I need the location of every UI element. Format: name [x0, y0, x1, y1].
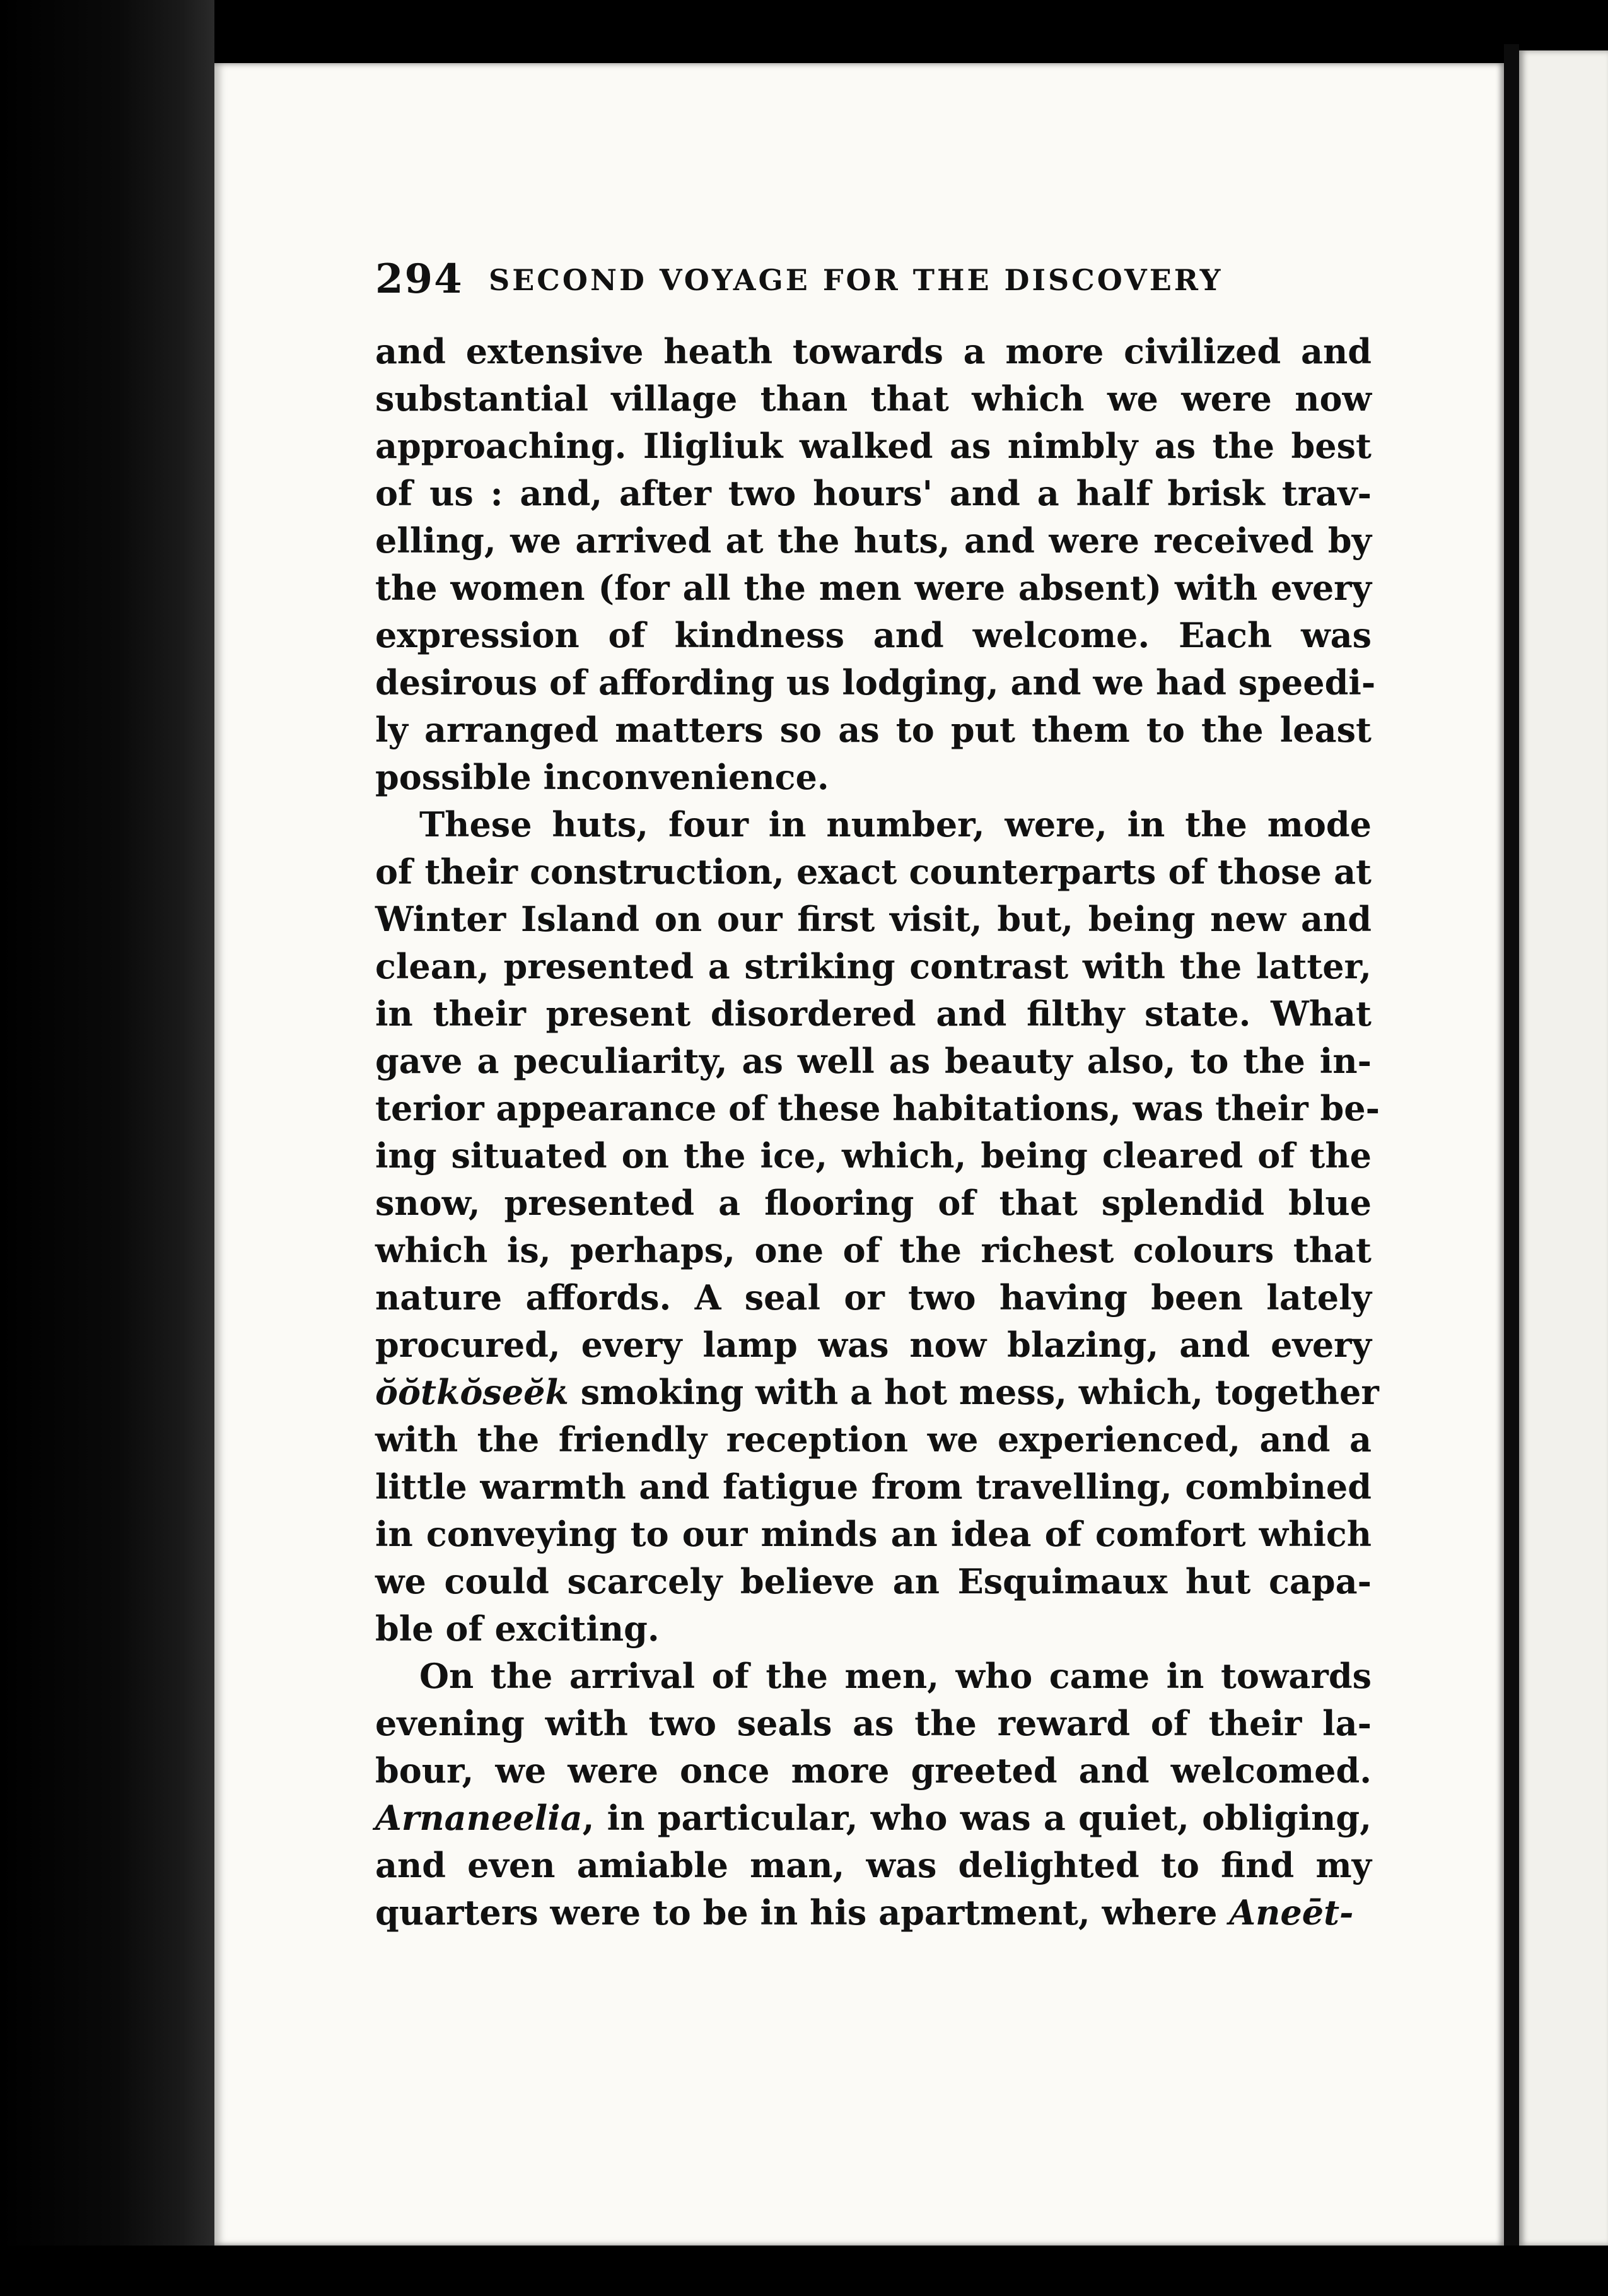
- text-line: ŏŏtkŏseĕk smoking with a hot mess, which, together: [375, 1372, 1379, 1412]
- text-line: little warmth and fatigue from travelling, combined: [375, 1467, 1372, 1507]
- page-number: 294: [375, 255, 463, 303]
- text-line: approaching. Iligliuk walked as nimbly as the best: [375, 426, 1372, 466]
- running-head: SECOND VOYAGE FOR THE DISCOVERY: [489, 263, 1223, 297]
- facing-page-sliver: [1519, 50, 1608, 2246]
- text-line: On the arrival of the men, who came in towards: [419, 1656, 1372, 1696]
- text-line: in conveying to our minds an idea of comfort which: [375, 1514, 1372, 1554]
- text-line: substantial village than that which we were now: [375, 378, 1372, 419]
- page-edge-shadow: [1504, 44, 1519, 2264]
- text-line: possible inconvenience.: [375, 757, 829, 797]
- text-line: which is, perhaps, one of the richest colours that: [375, 1230, 1372, 1270]
- text-line: in their present disordered and filthy state. What: [375, 993, 1372, 1034]
- text-line: ble of exciting.: [375, 1608, 660, 1649]
- text-line: evening with two seals as the reward of their la-: [375, 1703, 1372, 1743]
- page-header: [375, 255, 1397, 306]
- text-line: desirous of affording us lodging, and we had speedi-: [375, 662, 1376, 703]
- text-line: with the friendly reception we experienced, and a: [375, 1419, 1372, 1460]
- text-line: elling, we arrived at the huts, and were received by: [375, 520, 1372, 561]
- text-line: bour, we were once more greeted and welcomed.: [375, 1750, 1372, 1791]
- text-line: Arnaneelia, in particular, who was a quiet, obliging,: [375, 1798, 1372, 1838]
- paragraph: [375, 1653, 1372, 1936]
- body-text: [375, 328, 1380, 1936]
- text-line: ly arranged matters so as to put them to the least: [375, 710, 1372, 750]
- text-line: quarters were to be in his apartment, where Aneēt-: [375, 1892, 1354, 1933]
- text-line: the women (for all the men were absent) with every: [375, 568, 1372, 608]
- text-line: ing situated on the ice, which, being cleared of the: [375, 1135, 1372, 1176]
- book-binding-gutter: [0, 0, 214, 2296]
- text-line: snow, presented a flooring of that splendid blue: [375, 1183, 1372, 1223]
- paragraph: [375, 801, 1380, 1653]
- scan-bottom-border: [0, 2246, 1608, 2296]
- text-line: terior appearance of these habitations, was their be-: [375, 1088, 1380, 1128]
- text-line: of their construction, exact counterparts of those at: [375, 852, 1372, 892]
- text-line: and even amiable man, was delighted to find my: [375, 1845, 1372, 1885]
- paragraph: [375, 328, 1376, 801]
- text-line: expression of kindness and welcome. Each was: [375, 615, 1372, 655]
- text-line: of us : and, after two hours' and a half brisk trav-: [375, 473, 1372, 513]
- text-line: gave a peculiarity, as well as beauty also, to the in-: [375, 1041, 1372, 1081]
- text-line: nature affords. A seal or two having been lately: [375, 1277, 1372, 1318]
- text-line: we could scarcely believe an Esquimaux hut capa-: [375, 1561, 1372, 1602]
- text-line: These huts, four in number, were, in the mode: [419, 804, 1372, 845]
- text-line: clean, presented a striking contrast with the latter,: [375, 946, 1372, 987]
- text-line: and extensive heath towards a more civilized and: [375, 331, 1372, 372]
- text-line: Winter Island on our first visit, but, being new and: [375, 899, 1372, 939]
- text-line: procured, every lamp was now blazing, and every: [375, 1325, 1372, 1365]
